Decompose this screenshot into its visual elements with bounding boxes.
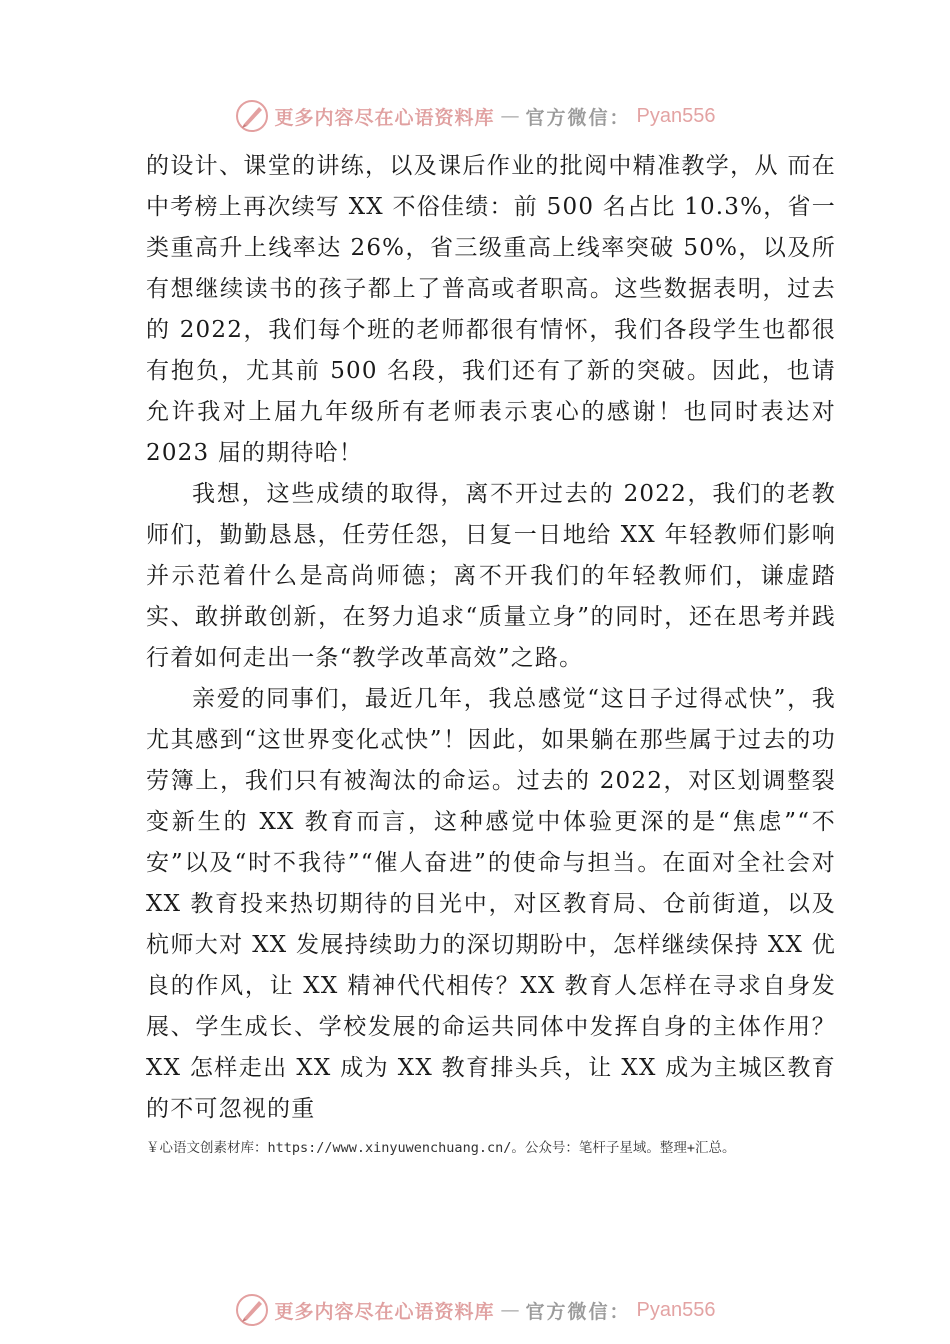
banner-title: 更多内容尽在心语资料库 [274,1300,495,1323]
header-banner [0,96,950,136]
banner-separator: — [500,105,520,127]
paragraph-1: 的设计、课堂的讲练，以及课后作业的批阅中精准教学，从 而在中考榜上再次续写 XX 不俗佳绩：前 500 名占比 10.3%，省一类重高升上线率达 26%，省三级重高上线率突破 50%，以及所有想继续读书的孩子都上了普高或者职高。这些数据表明，过去的 2022，我们每个班的老师都很有情怀，我们各段学生也都很有抱负，尤其前 500 名段，我们还有了新的突破。因此，也请允许我对上届九年级所有老师表示衷心的感谢！也同时表达对 2023 届的期待哈！ [146,153,836,466]
banner-official-label: 官方微信： [525,106,631,129]
banner-wechat-id: Pyan556 [636,104,716,127]
paragraph-3: 亲爱的同事们，最近几年，我总感觉“这日子过得忒快”，我尤其感到“这世界变化忒快”！因此，如果躺在那些属于过去的功劳簿上，我们只有被淘汰的命运。过去的 2022，对区划调整裂变新生的 XX 教育而言，这种感觉中体验更深的是“焦虑”“不安”以及“时不我待”“催人奋进”的使命与担当。在面对全社会对 XX 教育投来热切期待的目光中，对区教育局、仓前街道，以及杭师大对 XX 发展持续助力的深切期盼中，怎样继续保持 XX 优良的作风，让 XX 精神代代相传？XX 教育人怎样在寻求自身发展、学生成长、学校发展的命运共同体中发挥自身的主体作用？XX 怎样走出 XX 成为 XX 教育排头兵，让 XX 成为主城区教育的不可忽视的重 [146,686,836,1122]
banner-official-label: 官方微信： [525,1300,631,1323]
paragraph-2: 我想，这些成绩的取得，离不开过去的 2022，我们的老教师们，勤勤恳恳，任劳任怨，日复一日地给 XX 年轻教师们影响并示范着什么是高尚师德；离不开我们的年轻教师们，谦虚踏实、敢拼敢创新，在努力追求“质量立身”的同时，还在思考并践行着如何走出一条“教学改革高效”之路。 [146,481,836,671]
quill-logo-icon [235,99,269,133]
banner-separator: — [500,1299,520,1321]
footer-banner [0,1290,950,1330]
source-footer-note: ￥心语文创素材库：https://www.xinyuwenchuang.cn/。公众号：笔杆子星域。整理+汇总。 [146,1140,736,1156]
banner-title: 更多内容尽在心语资料库 [274,106,495,129]
banner-wechat-id: Pyan556 [636,1298,716,1321]
document-body [146,146,836,1130]
quill-logo-icon [235,1293,269,1327]
